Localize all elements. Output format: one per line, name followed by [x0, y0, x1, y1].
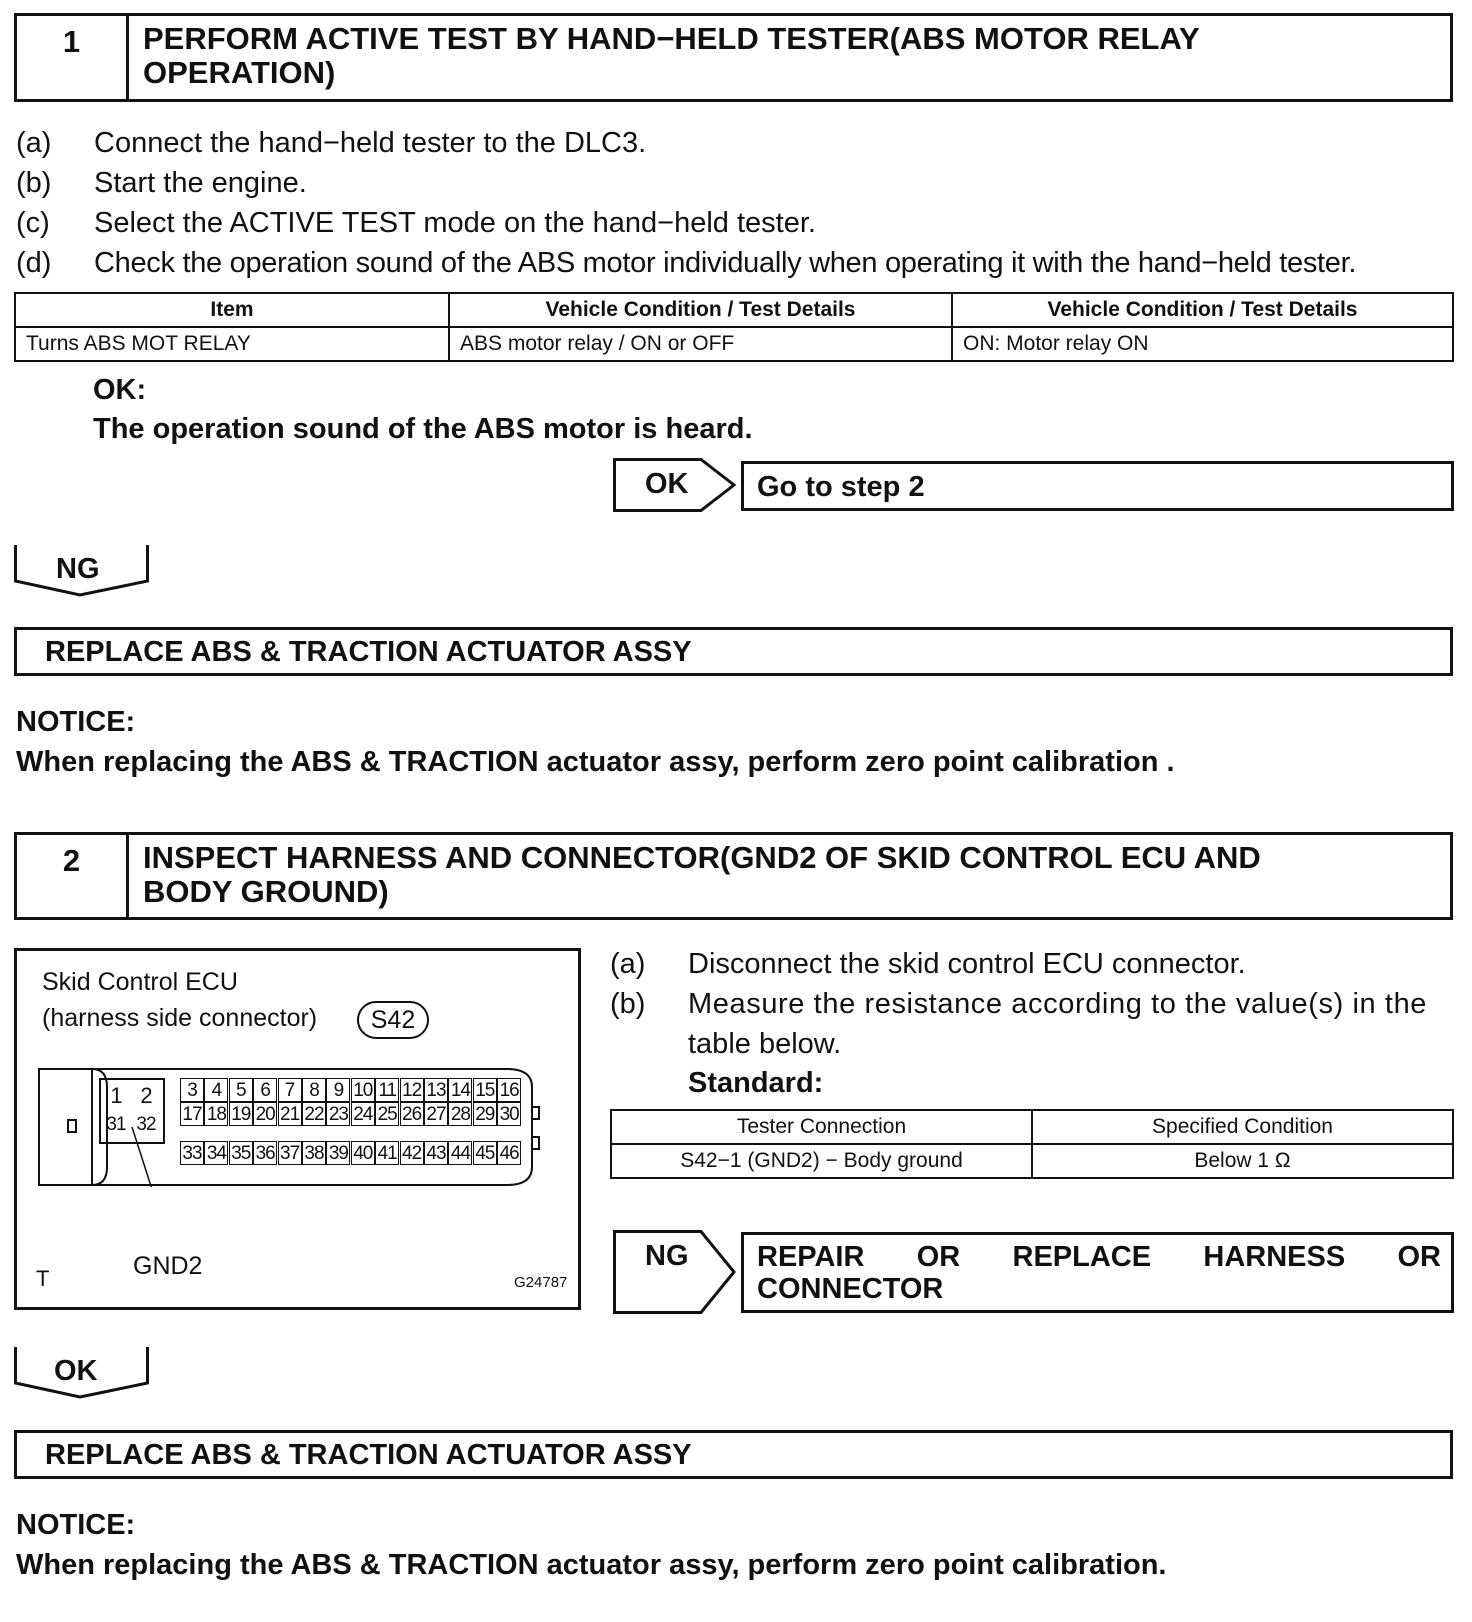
- replace-actuator-box: REPLACE ABS & TRACTION ACTUATOR ASSY: [14, 627, 1453, 676]
- instruction-label: (b): [16, 167, 52, 199]
- repair-harness-line2: CONNECTOR: [757, 1273, 944, 1305]
- corner-mark: T: [36, 1266, 50, 1291]
- notice-text: When replacing the ABS & TRACTION actuator assy, perform zero point calibration.: [16, 1549, 1167, 1581]
- pin-38: 38: [302, 1141, 326, 1165]
- ng-result-tag-label: NG: [645, 1240, 689, 1272]
- repair-harness-box: [741, 1232, 1454, 1313]
- pin-11: 11: [375, 1078, 399, 1102]
- pin-35: 35: [229, 1141, 253, 1165]
- pin-row-2: [180, 1102, 522, 1126]
- instruction-label: (a): [610, 948, 646, 980]
- pin-7: 7: [278, 1078, 302, 1102]
- pin-43: 43: [424, 1141, 448, 1165]
- pin-27: 27: [424, 1102, 448, 1126]
- step-title-line2: BODY GROUND): [143, 874, 389, 909]
- result-word: HARNESS: [1203, 1241, 1346, 1273]
- instruction-text: Measure the resistance according to the value(s) in the: [688, 988, 1428, 1020]
- table-header-cell: Vehicle Condition / Test Details: [952, 293, 1453, 327]
- ok-tag-label: OK: [54, 1355, 98, 1387]
- result-word: OR: [1397, 1241, 1441, 1273]
- instruction-label: (d): [16, 247, 52, 279]
- table-cell: ABS motor relay / ON or OFF: [449, 327, 952, 361]
- table-header-row: [611, 1110, 1453, 1144]
- table-header-cell: Tester Connection: [611, 1110, 1032, 1144]
- standard-table: [610, 1109, 1454, 1179]
- table-cell: S42−1 (GND2) − Body ground: [611, 1144, 1032, 1178]
- table-row: [611, 1144, 1453, 1178]
- diagram-title-line1: Skid Control ECU: [42, 968, 238, 996]
- pin-16: 16: [497, 1078, 521, 1102]
- step-2-header: [14, 832, 1453, 920]
- pin-1: 1: [110, 1083, 122, 1108]
- pin-25: 25: [375, 1102, 399, 1126]
- pin-15: 15: [473, 1078, 497, 1102]
- table-cell: ON: Motor relay ON: [952, 327, 1453, 361]
- pin-18: 18: [204, 1102, 228, 1126]
- table-header-cell: Item: [15, 293, 449, 327]
- step-title: [143, 841, 1440, 909]
- notice-text: When replacing the ABS & TRACTION actuator assy, perform zero point calibration .: [16, 746, 1175, 778]
- pin-10: 10: [351, 1078, 375, 1102]
- notice-label: NOTICE:: [16, 706, 136, 738]
- replace-actuator-box: REPLACE ABS & TRACTION ACTUATOR ASSY: [14, 1430, 1453, 1479]
- instruction-text: Check the operation sound of the ABS motor individually when operating it with the hand−held tester.: [94, 247, 1357, 279]
- pin-14: 14: [448, 1078, 472, 1102]
- pin-20: 20: [253, 1102, 277, 1126]
- pin-28: 28: [448, 1102, 472, 1126]
- step-number: 2: [17, 835, 129, 917]
- pin-41: 41: [375, 1141, 399, 1165]
- pin-40: 40: [351, 1141, 375, 1165]
- pin-13: 13: [424, 1078, 448, 1102]
- pin-4: 4: [204, 1078, 228, 1102]
- pin-5: 5: [229, 1078, 253, 1102]
- step-title-line1: INSPECT HARNESS AND CONNECTOR(GND2 OF SKID CONTROL ECU AND: [143, 840, 1261, 875]
- instruction-label: (b): [610, 988, 646, 1020]
- instruction-text: Disconnect the skid control ECU connector.: [688, 948, 1246, 980]
- instruction-text: Start the engine.: [94, 167, 307, 199]
- pin-group-left: [99, 1078, 165, 1144]
- pin-23: 23: [326, 1102, 350, 1126]
- pin-24: 24: [351, 1102, 375, 1126]
- instruction-b-continued: table below.: [688, 1028, 842, 1060]
- ng-result-tag: [613, 1230, 737, 1314]
- ng-tag: [14, 545, 149, 595]
- result-word: REPAIR: [757, 1241, 865, 1273]
- ok-result-tag: [613, 458, 737, 512]
- instruction-label: (c): [16, 207, 50, 239]
- step-title-line2: OPERATION): [143, 55, 336, 90]
- step-title-line1: PERFORM ACTIVE TEST BY HAND−HELD TESTER(ABS MOTOR RELAY: [143, 21, 1200, 56]
- pin-callout-gnd2: GND2: [133, 1252, 203, 1280]
- go-to-step-2-box: [741, 461, 1454, 511]
- connector-diagram: [14, 948, 581, 1310]
- go-to-step-2-text: Go to step 2: [757, 471, 925, 503]
- pin-45: 45: [473, 1141, 497, 1165]
- pin-9: 9: [326, 1078, 350, 1102]
- connector-id-badge: [357, 1001, 429, 1039]
- pin-6: 6: [253, 1078, 277, 1102]
- diagram-title-line2: (harness side connector): [42, 1004, 318, 1032]
- pin-row-3: [180, 1141, 522, 1165]
- pin-37: 37: [278, 1141, 302, 1165]
- ok-tag: [14, 1347, 149, 1397]
- step-number: 1: [17, 16, 129, 99]
- pin-21: 21: [278, 1102, 302, 1126]
- instruction-label: (a): [16, 127, 52, 159]
- pin-39: 39: [326, 1141, 350, 1165]
- pin-19: 19: [229, 1102, 253, 1126]
- pin-30: 30: [497, 1102, 521, 1126]
- pin-44: 44: [448, 1141, 472, 1165]
- pin-33: 33: [180, 1141, 204, 1165]
- instruction-text: Connect the hand−held tester to the DLC3.: [94, 127, 647, 159]
- repair-harness-line1: [757, 1241, 1441, 1274]
- pin-42: 42: [400, 1141, 424, 1165]
- instruction-text: Select the ACTIVE TEST mode on the hand−held tester.: [94, 207, 816, 239]
- ok-criteria-text: The operation sound of the ABS motor is heard.: [93, 413, 753, 445]
- pin-3: 3: [180, 1078, 204, 1102]
- table-header-cell: Specified Condition: [1032, 1110, 1453, 1144]
- pin-12: 12: [400, 1078, 424, 1102]
- step-1-header: [14, 13, 1453, 102]
- table-header-cell: Vehicle Condition / Test Details: [449, 293, 952, 327]
- pin-29: 29: [473, 1102, 497, 1126]
- connector-id: S42: [370, 1006, 416, 1034]
- pin-31: 31: [106, 1114, 126, 1135]
- table-header-row: [15, 293, 1453, 327]
- pin-46: 46: [497, 1141, 521, 1165]
- pin-32: 32: [136, 1114, 156, 1135]
- ok-criteria-label: OK:: [93, 374, 147, 406]
- pin-22: 22: [302, 1102, 326, 1126]
- pin-2: 2: [140, 1083, 152, 1108]
- result-word: OR: [916, 1241, 961, 1273]
- notice-label: NOTICE:: [16, 1509, 136, 1541]
- result-word: REPLACE: [1012, 1241, 1152, 1273]
- standard-label: Standard:: [688, 1067, 824, 1099]
- pin-row-1: [180, 1078, 522, 1102]
- table-row: [15, 327, 1453, 361]
- ng-tag-label: NG: [56, 553, 100, 585]
- step-title: [143, 22, 1440, 90]
- pin-36: 36: [253, 1141, 277, 1165]
- pin-34: 34: [204, 1141, 228, 1165]
- figure-code: G24787: [514, 1274, 568, 1291]
- table-cell: Below 1 Ω: [1032, 1144, 1453, 1178]
- active-test-table: [14, 292, 1454, 362]
- ok-result-tag-label: OK: [645, 468, 689, 500]
- pin-17: 17: [180, 1102, 204, 1126]
- pin-26: 26: [400, 1102, 424, 1126]
- pin-8: 8: [302, 1078, 326, 1102]
- table-cell: Turns ABS MOT RELAY: [15, 327, 449, 361]
